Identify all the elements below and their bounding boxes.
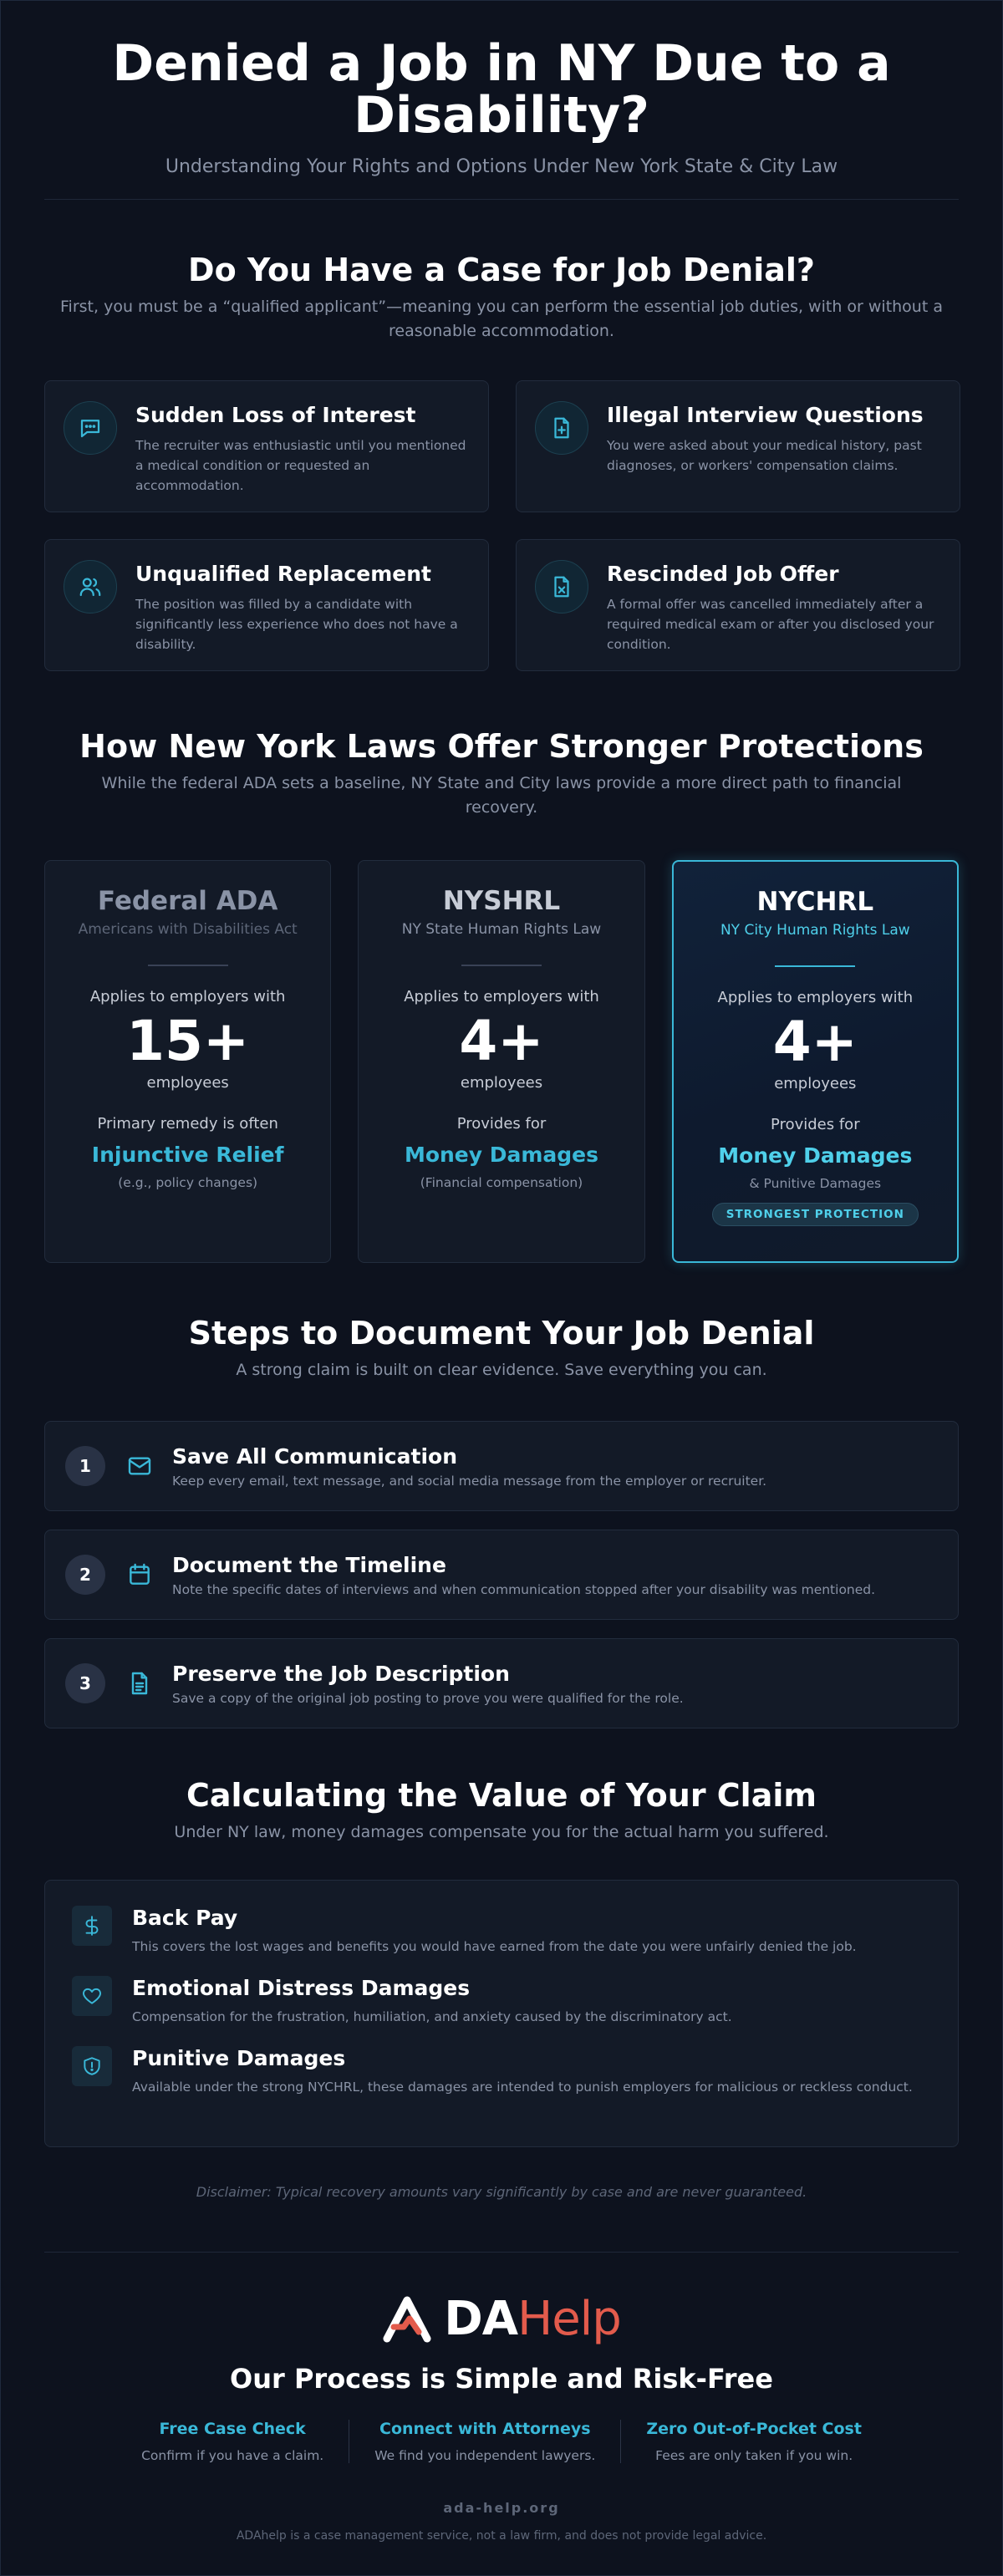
divider [44,2252,959,2253]
step-text: Note the specific dates of interviews and when communication stopped after your disability was mentioned. [172,1581,876,1597]
mail-icon [124,1453,155,1479]
damages-list [44,1880,959,2147]
hero [44,1,959,177]
heart-icon [72,1976,112,2016]
damage-title: Back Pay [132,1906,238,1930]
law-applies-label: Applies to employers with [404,988,599,1005]
law-full-name: NY State Human Rights Law [401,921,602,938]
law-unit: employees [146,1074,229,1092]
feature-title: Zero Out-of-Pocket Cost [646,2420,862,2438]
claim-section-title: Calculating the Value of Your Claim [186,1777,817,1814]
document-icon [124,1670,155,1697]
law-note: (e.g., policy changes) [118,1175,258,1190]
strongest-protection-badge: STRONGEST PROTECTION [712,1203,919,1226]
step-item [44,1421,959,1511]
law-card-nyshrl [358,860,644,1263]
case-card-text: You were asked about your medical history, past diagnoses, or workers' compensation claims. [607,438,922,473]
step-text: Save a copy of the original job posting to prove you were qualified for the role. [172,1690,684,1706]
footer [44,2289,959,2543]
law-employee-threshold: 4+ [459,1009,544,1073]
laws-section-description: While the federal ADA sets a baseline, NY State and City laws provide a more direct path to financial recovery. [101,774,902,817]
step-list [44,1421,959,1728]
case-card-title: Illegal Interview Questions [607,403,924,427]
feature-title: Free Case Check [159,2420,306,2438]
users-icon [64,560,117,613]
law-unit: employees [460,1074,543,1092]
logo-mark-icon [382,2293,440,2345]
law-remedy-label: Provides for [771,1116,860,1133]
dollar-icon [72,1906,112,1946]
law-name: Federal ADA [97,886,278,916]
step-item [44,1638,959,1728]
feature-item [349,2420,620,2463]
law-name: NYSHRL [442,886,561,916]
feature-text: We find you independent lawyers. [374,2448,596,2463]
shield-alert-icon [72,2046,112,2086]
law-unit: employees [774,1075,857,1092]
legal-notice: ADAhelp is a case management service, not a law firm, and does not provide legal advice. [236,2529,767,2543]
law-name: NYCHRL [756,887,874,917]
claim-section [44,1777,959,2200]
calendar-icon [124,1561,155,1588]
page-subtitle: Understanding Your Rights and Options Under New York State & City Law [165,156,838,177]
case-section [44,252,959,671]
case-grid [44,380,959,671]
step-title: Document the Timeline [172,1552,446,1577]
law-card-nychrl [672,860,959,1263]
laws-section-title: How New York Laws Offer Stronger Protections [79,728,924,765]
feature-text: Confirm if you have a claim. [141,2448,324,2463]
law-card-ada [44,860,331,1263]
case-card [516,380,960,512]
step-text: Keep every email, text message, and social media message from the employer or recruiter. [172,1473,767,1489]
law-comparison [44,860,959,1263]
step-title: Save All Communication [172,1443,457,1469]
law-full-name: NY City Human Rights Law [720,922,910,939]
step-number: 1 [65,1446,105,1486]
damage-text: This covers the lost wages and benefits you would have earned from the date you were unfairly denied the job. [132,1939,857,1954]
law-applies-label: Applies to employers with [717,989,914,1006]
law-full-name: Americans with Disabilities Act [78,921,298,938]
feature-item [116,2420,349,2463]
laws-section [44,728,959,1263]
steps-section [44,1315,959,1728]
case-card-title: Sudden Loss of Interest [135,403,416,427]
step-number: 3 [65,1663,105,1703]
damage-item [72,1906,931,1957]
law-note: (Financial compensation) [420,1175,583,1190]
law-applies-label: Applies to employers with [89,988,286,1005]
feature-title: Connect with Attorneys [379,2420,591,2438]
medical-file-icon [535,401,588,455]
case-card-title: Rescinded Job Offer [607,562,839,586]
law-remedy: Money Damages [718,1143,913,1168]
law-remedy: Money Damages [404,1143,599,1167]
damage-title: Punitive Damages [132,2046,346,2070]
step-title: Preserve the Job Description [172,1661,510,1686]
step-number: 2 [65,1555,105,1595]
case-card-title: Unqualified Replacement [135,562,431,586]
page-title: Denied a Job in NY Due to a Disability? [112,34,891,145]
law-employee-threshold: 15+ [126,1009,250,1073]
divider [44,199,959,200]
damage-item [72,2046,931,2098]
divider [775,965,855,967]
process-title: Our Process is Simple and Risk-Free [230,2363,773,2395]
step-item [44,1530,959,1620]
feature-text: Fees are only taken if you win. [655,2448,853,2463]
steps-section-title: Steps to Document Your Job Denial [188,1315,815,1352]
damage-item [72,1976,931,2028]
logo-text [444,2289,621,2349]
case-card-text: The recruiter was enthusiastic until you mentioned a medical condition or requested an accommodation. [135,438,466,493]
logo-main: DA [444,2292,518,2346]
site-link[interactable]: ada-help.org [443,2500,560,2516]
logo-accent: Help [517,2292,621,2346]
adahelp-logo[interactable] [44,2289,959,2349]
case-card [44,539,489,671]
disclaimer: Disclaimer: Typical recovery amounts vary significantly by case and are never guaranteed. [196,2184,807,2200]
damage-text: Compensation for the frustration, humiliation, and anxiety caused by the discriminatory act. [132,2009,732,2024]
damage-text: Available under the strong NYCHRL, these damages are intended to punish employers for malicious or reckless conduct. [132,2080,913,2095]
law-remedy: Injunctive Relief [91,1143,284,1167]
divider [148,965,228,966]
law-note: & Punitive Damages [749,1176,882,1191]
feature-list [44,2420,959,2463]
divider [461,965,542,966]
law-remedy-label: Provides for [456,1115,547,1133]
file-x-icon [535,560,588,613]
feature-item [620,2420,887,2463]
case-card [516,539,960,671]
steps-section-description: A strong claim is built on clear evidence. Save everything you can. [236,1361,767,1379]
chat-icon [64,401,117,455]
case-section-description: First, you must be a “qualified applicant”—meaning you can perform the essential job duties, with or without a reasonable accommodation. [60,298,943,340]
damage-title: Emotional Distress Damages [132,1976,471,2000]
case-card [44,380,489,512]
case-card-text: The position was filled by a candidate with significantly less experience who does not have a disability. [135,597,458,652]
law-remedy-label: Primary remedy is often [97,1115,278,1133]
law-employee-threshold: 4+ [772,1010,858,1074]
claim-section-description: Under NY law, money damages compensate you for the actual harm you suffered. [174,1823,829,1841]
case-section-title: Do You Have a Case for Job Denial? [188,252,815,288]
case-card-text: A formal offer was cancelled immediately after a required medical exam or after you disclosed your condition. [607,597,934,652]
